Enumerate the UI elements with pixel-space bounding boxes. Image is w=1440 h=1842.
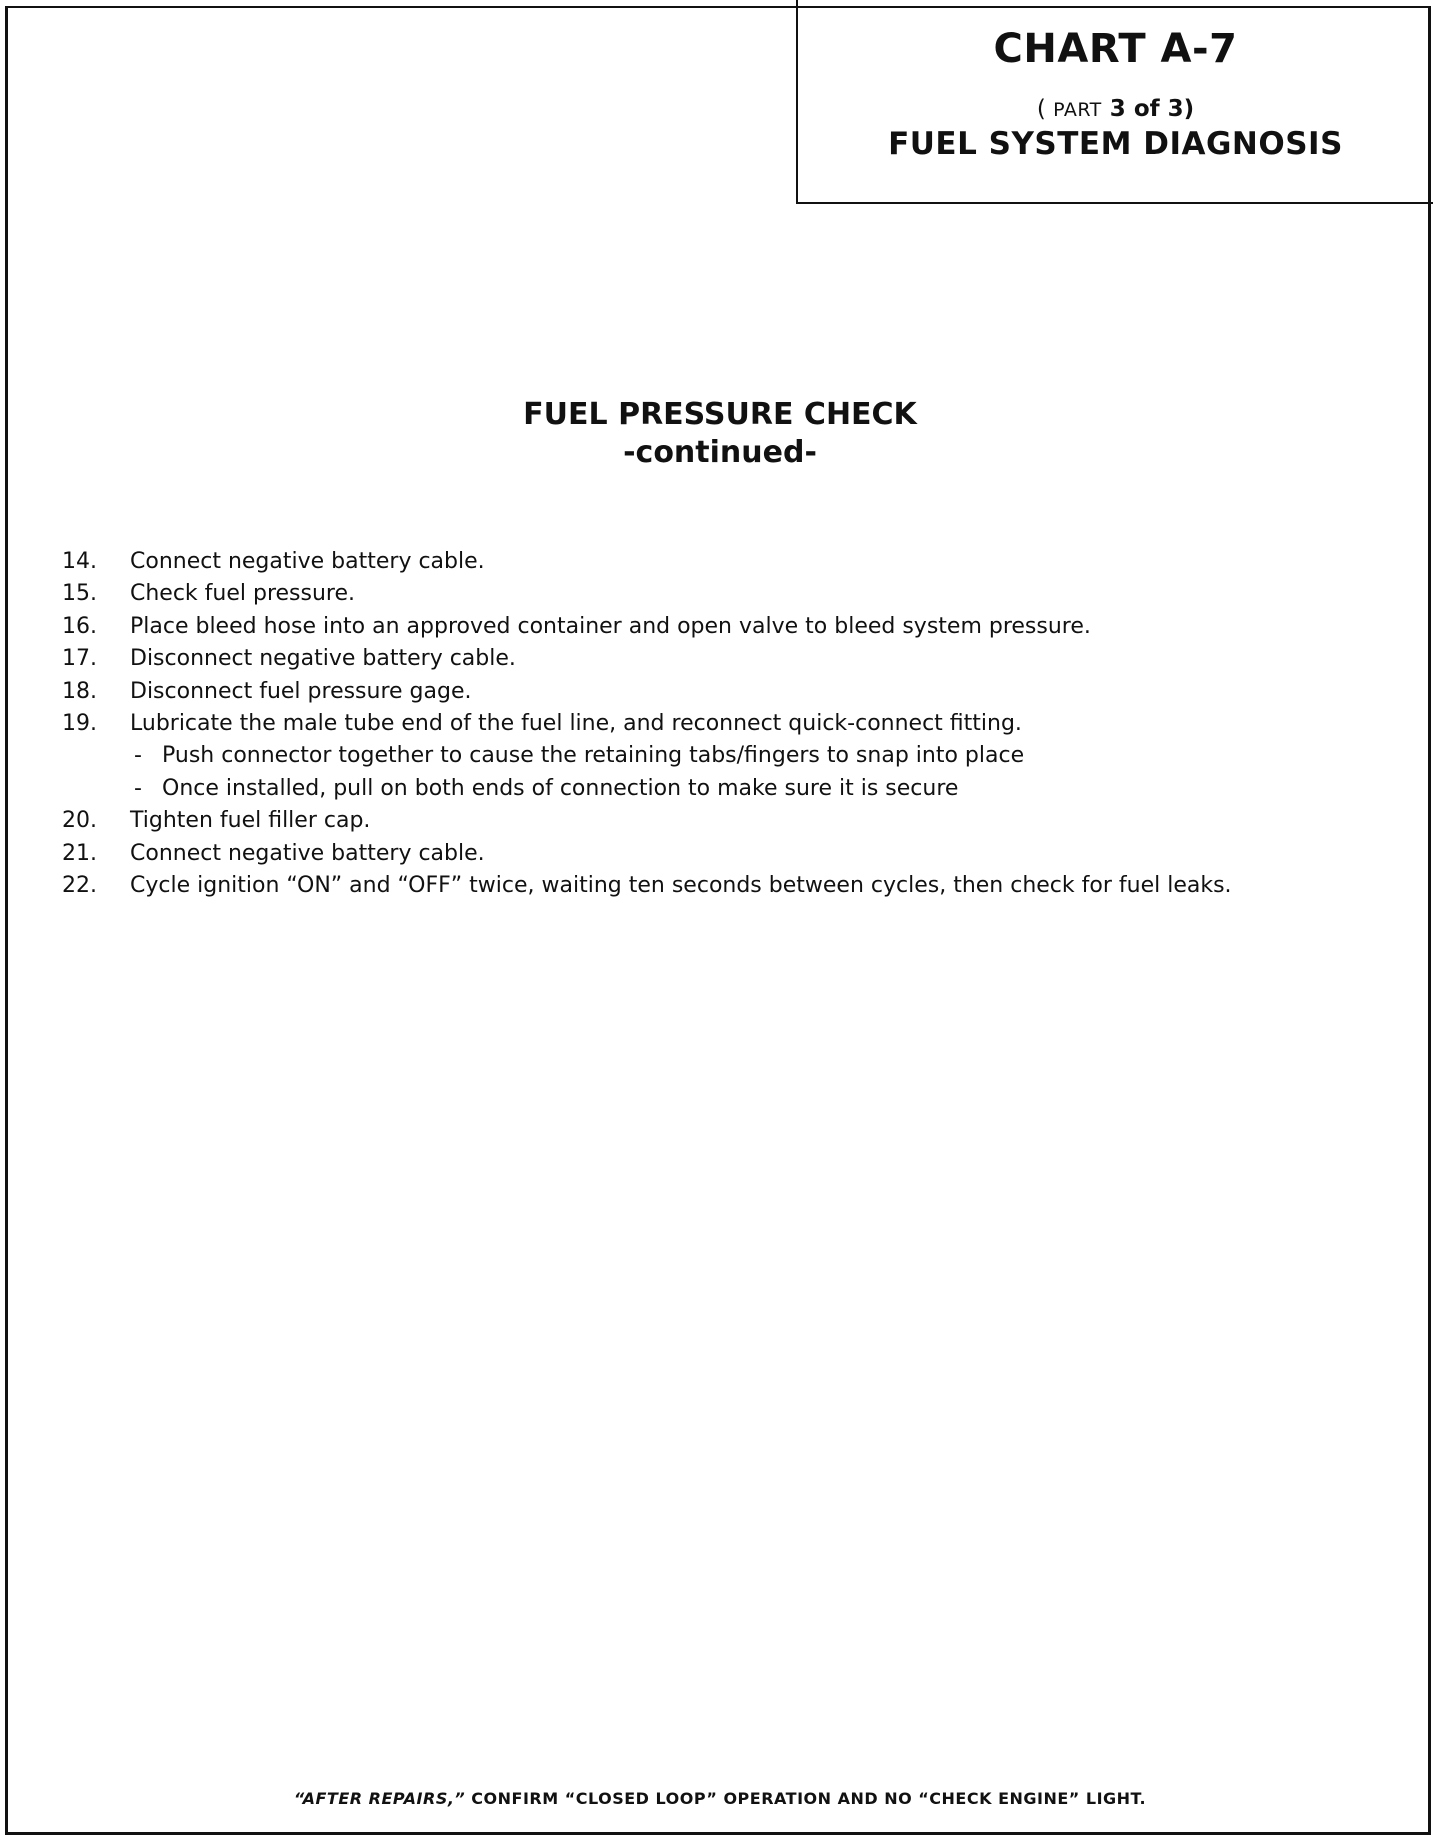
step-number: 19. bbox=[62, 711, 97, 737]
chart-title: CHART A-7 bbox=[993, 26, 1238, 72]
step-number: 18. bbox=[62, 678, 97, 704]
substep-text: Once installed, pull on both ends of connection to make sure it is secure bbox=[162, 775, 959, 801]
step-text: Cycle ignition “ON” and “OFF” twice, waiting ten seconds between cycles, then check for fuel leaks. bbox=[130, 873, 1232, 899]
step-17 bbox=[62, 643, 1382, 675]
step-number: 22. bbox=[62, 873, 97, 899]
step-text: Connect negative battery cable. bbox=[130, 549, 485, 574]
footer-note bbox=[0, 1789, 1440, 1808]
chart-part-word: PART bbox=[1053, 99, 1102, 121]
section-subheading: -continued- bbox=[623, 435, 817, 470]
step-19 bbox=[62, 708, 1382, 740]
substep-text: Push connector together to cause the retaining tabs/fingers to snap into place bbox=[162, 743, 1025, 769]
step-number: 21. bbox=[62, 840, 97, 866]
step-text: Tighten fuel filler cap. bbox=[130, 808, 371, 834]
step-18 bbox=[62, 676, 1382, 708]
step-16 bbox=[62, 611, 1382, 643]
step-22 bbox=[62, 870, 1382, 902]
substep-item bbox=[62, 773, 1382, 805]
step-text: Connect negative battery cable. bbox=[130, 840, 485, 866]
step-number: 20. bbox=[62, 808, 97, 834]
step-text: Check fuel pressure. bbox=[130, 581, 356, 607]
step-text: Place bleed hose into an approved container and open valve to bleed system pressure. bbox=[130, 613, 1091, 639]
step-number: 14. bbox=[62, 549, 97, 574]
substep-dash: - bbox=[134, 775, 142, 801]
step-text: Disconnect fuel pressure gage. bbox=[130, 678, 472, 704]
step-15 bbox=[62, 578, 1382, 610]
substep-dash: - bbox=[134, 743, 142, 769]
step-number: 15. bbox=[62, 581, 97, 607]
step-text: Lubricate the male tube end of the fuel line, and reconnect quick-connect fitting. bbox=[130, 711, 1022, 737]
page-frame bbox=[5, 6, 1431, 1835]
chart-part-open: ( bbox=[1036, 96, 1054, 122]
step-number: 17. bbox=[62, 646, 97, 672]
substep-item bbox=[62, 740, 1382, 772]
step-list bbox=[62, 546, 1382, 902]
step-21 bbox=[62, 838, 1382, 870]
step-number: 16. bbox=[62, 613, 97, 639]
chart-part-number: 3 of 3) bbox=[1101, 96, 1195, 122]
chart-header-box bbox=[796, 0, 1433, 204]
footer-italic-part: “AFTER REPAIRS,” bbox=[293, 1789, 466, 1808]
step-text: Disconnect negative battery cable. bbox=[130, 646, 516, 672]
footer-rest: CONFIRM “CLOSED LOOP” OPERATION AND NO “CHECK ENGINE” LIGHT. bbox=[465, 1789, 1147, 1808]
section-heading: FUEL PRESSURE CHECK bbox=[523, 397, 917, 432]
step-14 bbox=[62, 546, 1382, 578]
chart-subtitle: FUEL SYSTEM DIAGNOSIS bbox=[888, 126, 1343, 162]
step-20 bbox=[62, 805, 1382, 837]
chart-part-label bbox=[798, 96, 1433, 122]
